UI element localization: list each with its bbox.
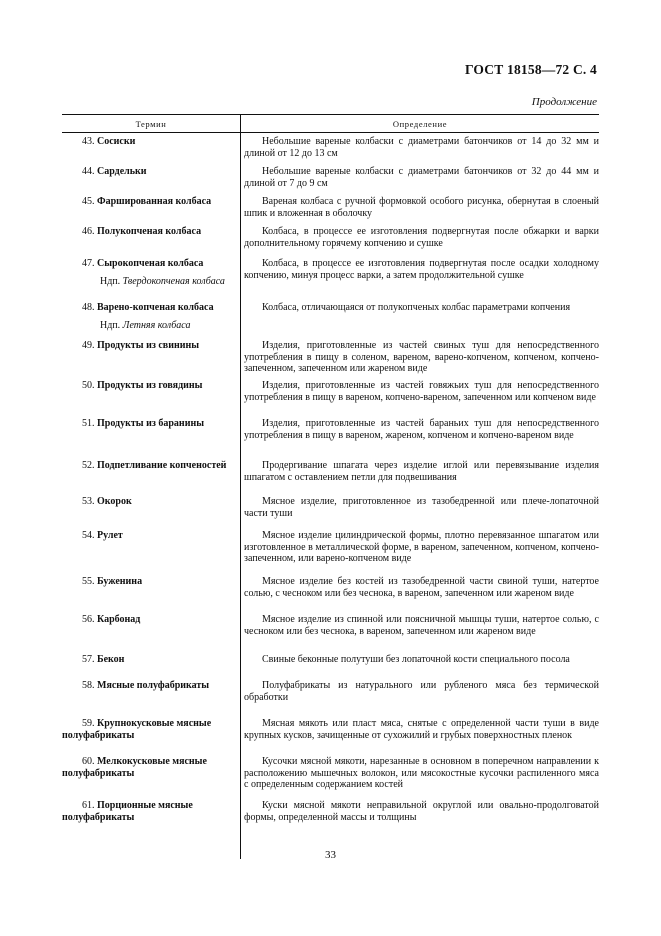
term-name: Фаршированная колбаса: [97, 196, 212, 207]
term-number: 53.: [82, 496, 95, 507]
definition-cell: Кусочки мясной мякоти, нарезанные в основном в поперечном направлении к расположению мышечных волокон, или мясокостные кусочки распиленного мяса с определенным содержанием костей: [244, 756, 599, 790]
term-number: 44.: [82, 166, 95, 177]
table-row: [62, 576, 599, 599]
term-cell: [62, 800, 240, 823]
term-name: Полукопченая колбаса: [97, 226, 202, 237]
term-name: Буженина: [97, 576, 143, 587]
table-row: [62, 530, 599, 565]
term-main: [82, 258, 236, 270]
table-row: [62, 380, 599, 403]
table-row: [62, 196, 599, 219]
definition-cell: Изделия, приготовленные из частей бараньих туш для непосредственного употребления в пищу в вареном, жареном, копченом и копчено-вареном виде: [244, 418, 599, 441]
column-header-term: Термин: [62, 115, 241, 132]
terms-table: [62, 114, 599, 859]
term-main: [82, 460, 236, 472]
term-cell: [62, 418, 240, 441]
term-number: 50.: [82, 380, 95, 391]
definition-cell: Мясное изделие без костей из тазобедренной части свиной туши, натертое солью, с чесноком или без чеснока, в вареном, запеченном или жареном виде: [244, 576, 599, 599]
term-main: [62, 756, 236, 779]
term-name: Сырокопченая колбаса: [97, 258, 204, 269]
term-cell: [62, 756, 240, 791]
table-body: [62, 133, 599, 859]
table-row: [62, 614, 599, 637]
term-main: [82, 530, 236, 542]
term-cell: [62, 654, 240, 666]
table-row: [62, 418, 599, 441]
definition-cell: Мясное изделие из спинной или поясничной мышцы туши, натертое солью, с чесноком или без чеснока, в вареном, запеченном или жареном виде: [244, 614, 599, 637]
ndp-line: [82, 276, 236, 288]
term-cell: [62, 380, 240, 403]
table-row: [62, 258, 599, 287]
definition-cell: Колбаса, в процессе ее изготовления подвергнутая после осадки холодному копчению, минуя процесс варки, а затем продолжительной сушке: [244, 258, 599, 281]
definition-cell: Свиные беконные полутуши без лопаточной кости специального посола: [262, 654, 570, 665]
term-main: [62, 800, 236, 823]
table-row: [62, 460, 599, 483]
definition-cell: Колбаса, отличающаяся от полукопченых колбас параметрами копчения: [262, 302, 571, 313]
term-name: Подпетливание копченостей: [97, 460, 227, 471]
definition-cell: Мясное изделие, приготовленное из тазобедренной или плече-лопаточной части туши: [244, 496, 599, 519]
term-name: Сосиски: [97, 136, 136, 147]
ndp-prefix: Ндп.: [100, 319, 121, 331]
ndp-prefix: Ндп.: [100, 275, 121, 287]
term-name: Продукты из свинины: [97, 340, 200, 351]
ndp-term: Твердокопченая колбаса: [122, 275, 225, 287]
page-header: ГОСТ 18158—72 С. 4: [464, 62, 597, 77]
term-cell: [62, 680, 240, 703]
term-name: Бекон: [97, 654, 125, 665]
term-name: Окорок: [97, 496, 132, 507]
term-name: Варено-копченая колбаса: [97, 302, 214, 313]
term-main: [82, 340, 236, 352]
definition-cell: Небольшие вареные колбаски с диаметрами батончиков от 14 до 32 мм и длиной от 12 до 13 см: [244, 136, 599, 159]
table-row: [62, 496, 599, 519]
term-number: 46.: [82, 226, 95, 237]
term-name: Сардельки: [97, 166, 147, 177]
term-name: Порционные мясные полуфабрикаты: [62, 800, 193, 823]
term-cell: [62, 258, 240, 287]
term-main: [82, 496, 236, 508]
term-cell: [62, 136, 240, 159]
definition-cell: Небольшие вареные колбаски с диаметрами батончиков от 32 до 44 мм и длиной от 7 до 9 см: [244, 166, 599, 189]
term-number: 56.: [82, 614, 95, 625]
term-cell: [62, 496, 240, 519]
table-row: [62, 800, 599, 823]
term-name: Мелкокусковые мясные полуфабрикаты: [62, 756, 207, 779]
term-name: Крупнокусковые мясные полуфабрикаты: [62, 718, 212, 741]
table-header: [62, 114, 599, 133]
table-row: [62, 226, 599, 249]
term-cell: [62, 576, 240, 599]
term-cell: [62, 614, 240, 637]
term-cell: [62, 340, 240, 375]
term-main: [82, 576, 236, 588]
table-row: [62, 302, 599, 331]
term-number: 55.: [82, 576, 95, 587]
definition-cell: Куски мясной мякоти неправильной округлой или овально-продолговатой формы, определенной массы и толщины: [244, 800, 599, 823]
definition-cell: Колбаса, в процессе ее изготовления подвергнутая после обжарки и варки дополнительному горячему копчению и сушке: [244, 226, 599, 249]
term-main: [82, 380, 236, 392]
term-number: 47.: [82, 258, 95, 269]
term-number: 61.: [82, 800, 95, 811]
term-cell: [62, 166, 240, 189]
column-header-definition: Определение: [392, 118, 448, 129]
table-row: [62, 654, 599, 666]
table-row: [62, 340, 599, 375]
term-cell: [62, 530, 240, 565]
definition-cell: Изделия, приготовленные из частей свиных туш для непосредственного употребления в пищу в соленом, вареном, варено-копченом, копченом, копчено-запеченном, запеченном или жареном виде: [244, 340, 599, 374]
definition-cell: Мясная мякоть или пласт мяса, снятые с определенной части туши в виде крупных кусков, зачищенные от сухожилий и грубых поверхностных пленок: [244, 718, 599, 741]
term-main: [82, 226, 236, 238]
term-main: [82, 418, 236, 430]
definition-cell: Полуфабрикаты из натурального или рубленого мяса без термической обработки: [244, 680, 599, 703]
definition-cell: Изделия, приготовленные из частей говяжьих туш для непосредственного употребления в пищу в вареном, копчено-вареном, запеченном или копченом виде: [244, 380, 599, 403]
table-row: [62, 680, 599, 703]
term-cell: [62, 718, 240, 741]
term-cell: [62, 460, 240, 483]
term-number: 54.: [82, 530, 95, 541]
term-number: 52.: [82, 460, 95, 471]
table-row: [62, 136, 599, 159]
term-number: 51.: [82, 418, 95, 429]
term-cell: [62, 196, 240, 219]
term-number: 45.: [82, 196, 95, 207]
definition-cell: Мясное изделие цилиндрической формы, плотно перевязанное шпагатом или изготовленное в металлической форме, в вареном, запеченном, копченом, копчено-запеченном, или варено-копченом виде: [244, 530, 599, 564]
ndp-line: [82, 320, 236, 332]
term-name: Карбонад: [97, 614, 141, 625]
term-main: [62, 718, 236, 741]
term-main: [82, 166, 236, 178]
term-main: [82, 614, 236, 626]
ndp-term: Летняя колбаса: [122, 319, 191, 331]
table-row: [62, 166, 599, 189]
page-number: 33: [325, 849, 336, 861]
definition-cell: Продергивание шпагата через изделие иглой или перевязывание изделия шпагатом с оставлением петли для подвешивания: [244, 460, 599, 483]
term-main: [82, 136, 236, 148]
term-number: 43.: [82, 136, 95, 147]
term-name: Продукты из говядины: [97, 380, 203, 391]
term-number: 49.: [82, 340, 95, 351]
term-number: 57.: [82, 654, 95, 665]
term-main: [82, 302, 236, 314]
term-cell: [62, 226, 240, 249]
continuation-label: Продолжение: [531, 96, 597, 108]
term-main: [82, 654, 236, 666]
table-row: [62, 718, 599, 741]
term-name: Продукты из баранины: [97, 418, 205, 429]
term-name: Рулет: [97, 530, 123, 541]
term-number: 59.: [82, 718, 95, 729]
term-number: 58.: [82, 680, 95, 691]
table-row: [62, 756, 599, 791]
term-name: Мясные полуфабрикаты: [97, 680, 210, 691]
term-cell: [62, 302, 240, 331]
definition-cell: Вареная колбаса с ручной формовкой особого рисунка, обернутая в слоеный шпик и вложенная в оболочку: [244, 196, 599, 219]
term-main: [82, 680, 236, 692]
term-main: [82, 196, 236, 208]
term-number: 48.: [82, 302, 95, 313]
term-number: 60.: [82, 756, 95, 767]
